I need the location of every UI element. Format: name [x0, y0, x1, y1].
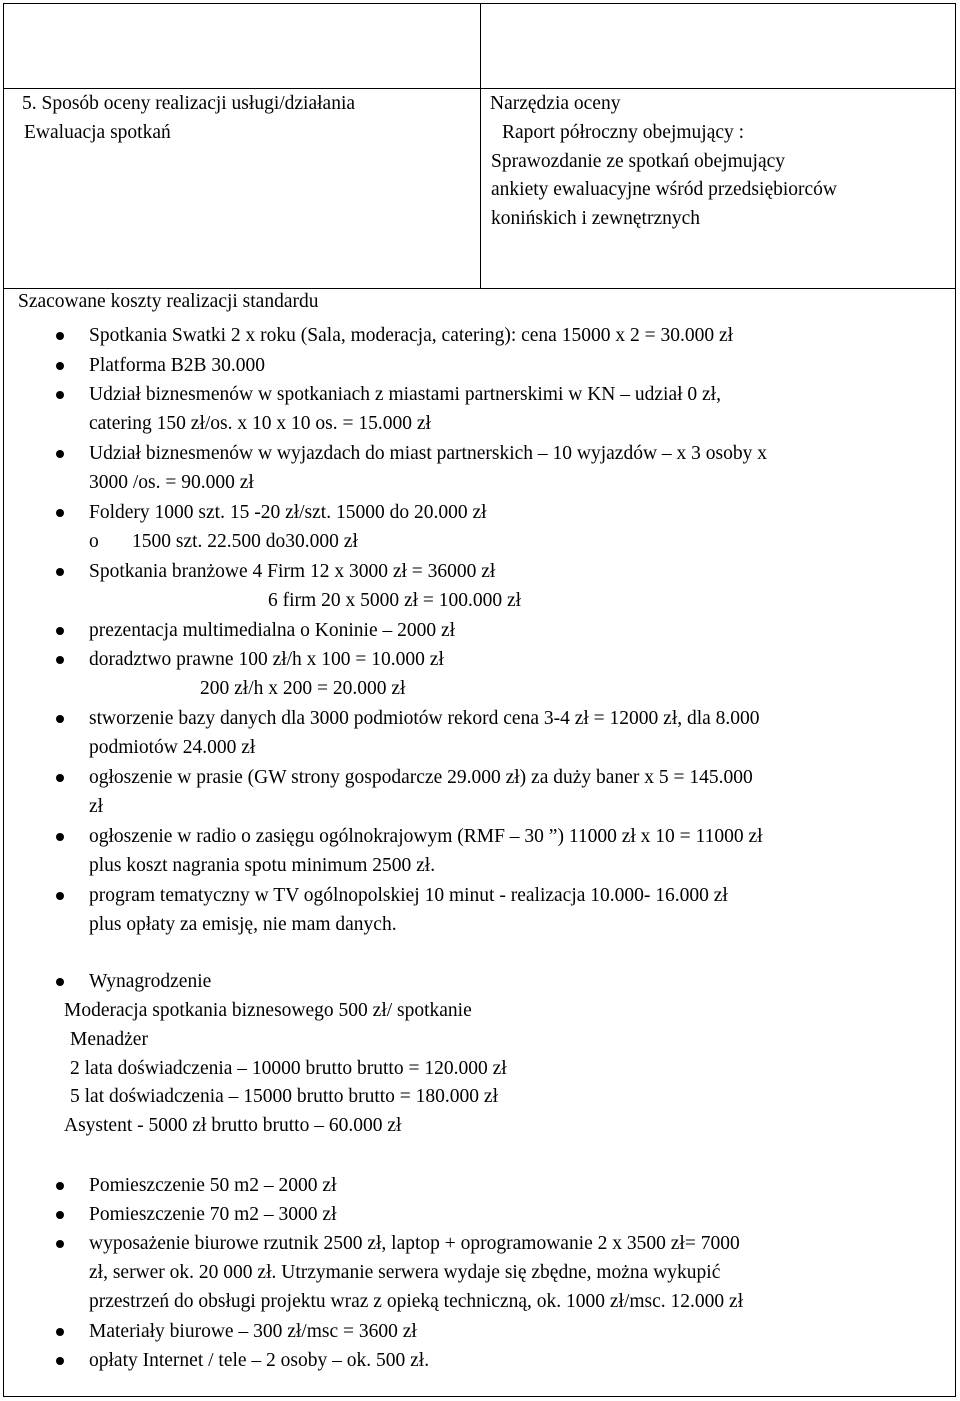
table-border-right: [955, 3, 956, 1397]
bullet-icon: [56, 715, 64, 723]
cost-item: Spotkania Swatki 2 x roku (Sala, moderacja, catering): cena 15000 x 2 = 30.000 zł: [89, 325, 734, 346]
evaluation-tool-line: konińskich i zewnętrznych: [491, 208, 701, 229]
office-item: Pomieszczenie 50 m2 – 2000 zł: [89, 1175, 337, 1196]
table-border-bottom: [3, 1396, 956, 1397]
table-column-divider: [480, 3, 481, 288]
office-item-continuation: zł, serwer ok. 20 000 zł. Utrzymanie serwera wydaje się zbędne, można wykupić: [89, 1262, 721, 1283]
bullet-icon: [56, 1211, 64, 1219]
column-header-tools: Narzędzia oceny: [490, 93, 621, 114]
bullet-icon: [56, 656, 64, 664]
bullet-icon: [56, 1328, 64, 1336]
bullet-icon: [56, 1182, 64, 1190]
cost-item-continuation: podmiotów 24.000 zł: [89, 737, 256, 758]
bullet-icon: [56, 362, 64, 370]
bullet-icon: [56, 833, 64, 841]
wages-heading: Wynagrodzenie: [89, 971, 212, 992]
cost-item-continuation: catering 150 zł/os. x 10 x 10 os. = 15.000 zł: [89, 413, 431, 434]
bullet-icon: [56, 332, 64, 340]
bullet-icon: [56, 509, 64, 517]
cost-item-continuation: 3000 /os. = 90.000 zł: [89, 472, 254, 493]
office-item: opłaty Internet / tele – 2 osoby – ok. 500 zł.: [89, 1350, 430, 1371]
cost-item-continuation: 200 zł/h x 200 = 20.000 zł: [200, 678, 406, 699]
office-item: Pomieszczenie 70 m2 – 3000 zł: [89, 1204, 337, 1225]
evaluation-tool-line: Raport półroczny obejmujący :: [502, 122, 745, 143]
cost-item: program tematyczny w TV ogólnopolskiej 10 minut - realizacja 10.000- 16.000 zł: [89, 885, 728, 906]
office-item: Materiały biurowe – 300 zł/msc = 3600 zł: [89, 1321, 417, 1342]
cost-subitem: 1500 szt. 22.500 do30.000 zł: [132, 531, 358, 552]
cost-item: prezentacja multimedialna o Koninie – 2000 zł: [89, 620, 456, 641]
cost-item: ogłoszenie w prasie (GW strony gospodarcze 29.000 zł) za duży baner x 5 = 145.000: [89, 767, 753, 788]
evaluation-method: Ewaluacja spotkań: [24, 122, 171, 143]
table-row-divider: [3, 88, 956, 89]
wage-item: Menadżer: [70, 1029, 148, 1050]
bullet-icon: [56, 892, 64, 900]
evaluation-tool-line: ankiety ewaluacyjne wśród przedsiębiorców: [491, 179, 837, 200]
wage-item: Asystent - 5000 zł brutto brutto – 60.000 zł: [64, 1115, 402, 1136]
bullet-icon: [56, 1240, 64, 1248]
bullet-icon: [56, 450, 64, 458]
cost-item: ogłoszenie w radio o zasięgu ogólnokrajowym (RMF – 30 ”) 11000 zł x 10 = 11000 zł: [89, 826, 763, 847]
cost-item-continuation: zł: [89, 796, 104, 817]
sub-bullet-marker: o: [89, 531, 99, 552]
bullet-icon: [56, 391, 64, 399]
cost-item: Udział biznesmenów w spotkaniach z miastami partnerskimi w KN – udział 0 zł,: [89, 384, 721, 405]
cost-item: stworzenie bazy danych dla 3000 podmiotów rekord cena 3-4 zł = 12000 zł, dla 8.000: [89, 708, 760, 729]
cost-item: Udział biznesmenów w wyjazdach do miast partnerskich – 10 wyjazdów – x 3 osoby x: [89, 443, 768, 464]
cost-item: Spotkania branżowe 4 Firm 12 x 3000 zł = 36000 zł: [89, 561, 496, 582]
table-border-left: [3, 3, 4, 1397]
column-header-method: 5. Sposób oceny realizacji usługi/działania: [22, 93, 356, 114]
wage-item: 2 lata doświadczenia – 10000 brutto brutto = 120.000 zł: [70, 1058, 507, 1079]
cost-item: Foldery 1000 szt. 15 -20 zł/szt. 15000 do 20.000 zł: [89, 502, 487, 523]
bullet-icon: [56, 568, 64, 576]
cost-item-continuation: plus koszt nagrania spotu minimum 2500 zł.: [89, 855, 436, 876]
office-item-continuation: przestrzeń do obsługi projektu wraz z opieką techniczną, ok. 1000 zł/msc. 12.000 zł: [89, 1291, 744, 1312]
cost-item: Platforma B2B 30.000: [89, 355, 266, 376]
office-item: wyposażenie biurowe rzutnik 2500 zł, laptop + oprogramowanie 2 x 3500 zł= 7000: [89, 1233, 740, 1254]
bullet-icon: [56, 774, 64, 782]
wage-item: 5 lat doświadczenia – 15000 brutto brutto = 180.000 zł: [70, 1086, 499, 1107]
bullet-icon: [56, 978, 64, 986]
cost-item: doradztwo prawne 100 zł/h x 100 = 10.000 zł: [89, 649, 444, 670]
cost-item-continuation: plus opłaty za emisję, nie mam danych.: [89, 914, 397, 935]
evaluation-tool-line: Sprawozdanie ze spotkań obejmujący: [491, 151, 786, 172]
cost-item-continuation: 6 firm 20 x 5000 zł = 100.000 zł: [268, 590, 522, 611]
bullet-icon: [56, 1357, 64, 1365]
table-section-divider: [3, 288, 956, 289]
wage-item: Moderacja spotkania biznesowego 500 zł/ spotkanie: [64, 1000, 472, 1021]
costs-heading: Szacowane koszty realizacji standardu: [18, 291, 319, 312]
bullet-icon: [56, 627, 64, 635]
